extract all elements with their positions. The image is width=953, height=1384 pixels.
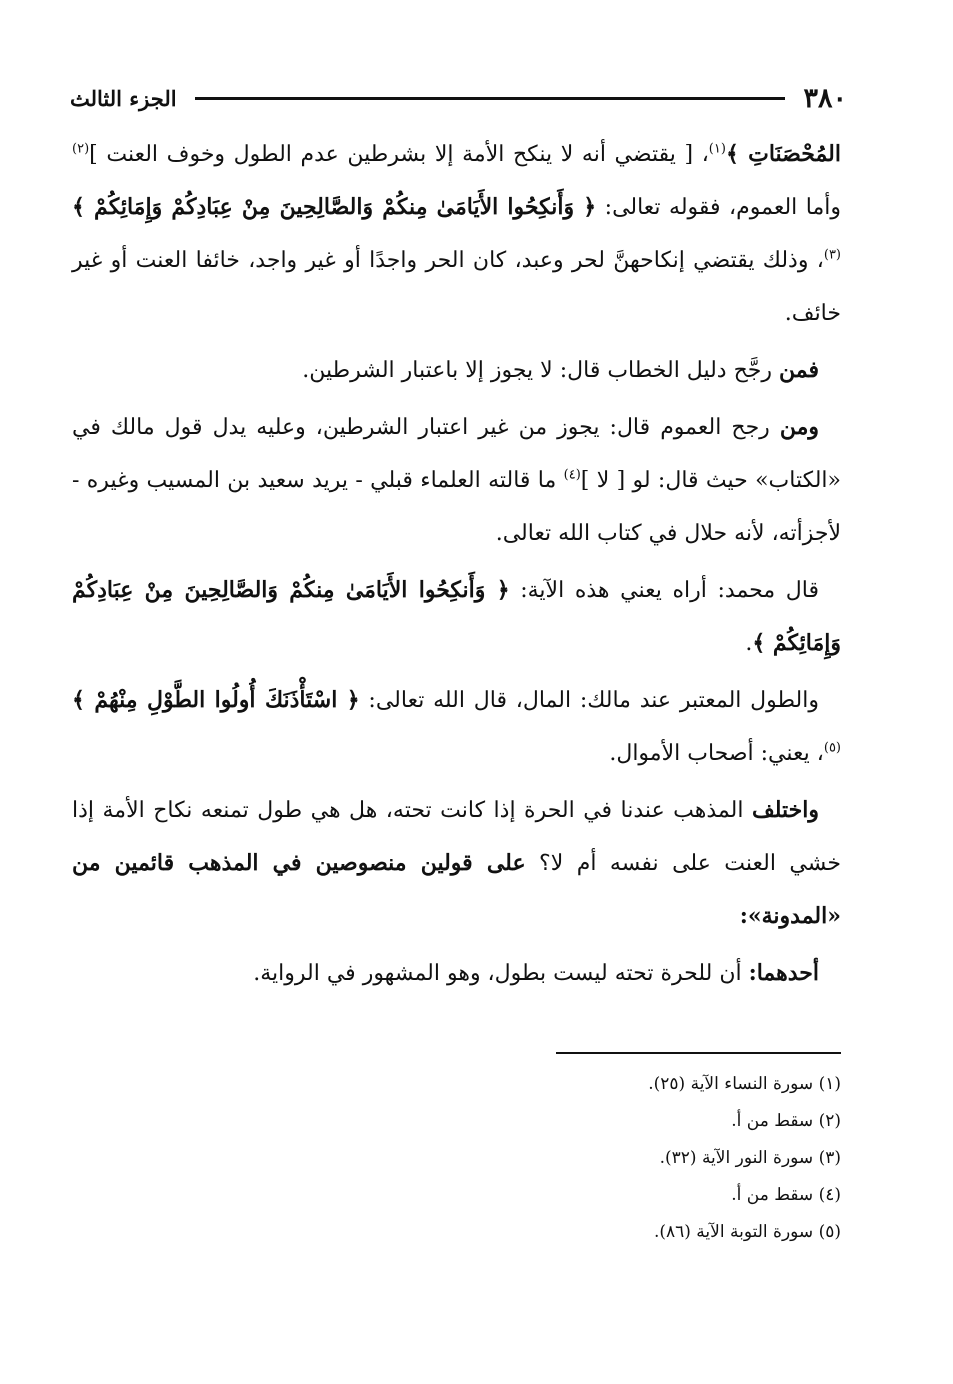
quran-quote: ﴿ وَأَنكِحُوا الأَيَامَىٰ مِنكُمْ وَالصَّالِحِينَ مِنْ عِبَادِكُمْ وَإِمَائِكُمْ ﴾ <box>72 194 597 220</box>
footnote-4: (٤) سقط من أ. <box>731 1185 841 1205</box>
footnote-ref-2: (٢) <box>72 141 90 157</box>
paragraph-lead: واختلف <box>751 797 819 823</box>
footnote-ref-5: (٥) <box>823 740 841 756</box>
header-rule <box>195 97 786 100</box>
paragraph-5 <box>72 674 841 780</box>
paragraph-text: ، وذلك يقتضي إنكاحهنَّ لحر وعبد، كان الحر واجدًا أو غير واجد، خائفا العنت أو غير خائف. <box>72 248 841 326</box>
paragraph-text: رجَّح دليل الخطاب قال: لا يجوز إلا باعتبار الشرطين. <box>302 358 780 383</box>
paragraph-text: ، يعني: أصحاب الأموال. <box>609 741 824 766</box>
paragraph-text: والطول المعتبر عند مالك: المال، قال الله تعالى: <box>359 688 819 713</box>
quran-quote: ﴿ اسْتَأْذَنَكَ أُولُوا الطَّوْلِ مِنْهُمْ ﴾ <box>72 687 360 713</box>
paragraph-lead: فمن <box>779 357 819 383</box>
footnote-ref-1: (١) <box>708 141 726 157</box>
footnote-3: (٣) سورة النور الآية (٣٢). <box>659 1148 841 1168</box>
paragraph-text: قال محمد: أراه يعني هذه الآية: <box>509 578 819 603</box>
paragraph-text: رجح العموم قال: يجوز من غير اعتبار الشرطين، وعليه يدل قول مالك في «الكتاب» حيث قال: لو [ لا ] <box>72 415 842 493</box>
page-number: ٣٨٠ <box>803 82 847 114</box>
paragraph-text: . <box>745 631 753 656</box>
footnote-separator <box>556 1052 841 1054</box>
paragraph-text: ما قالته العلماء قبلي - يريد سعيد بن المسيب وغيره - لأجزأته، لأنه حلال في كتاب الله تعالى. <box>72 468 841 546</box>
paragraph-lead: ومن <box>779 414 819 440</box>
paragraph-4 <box>72 564 841 670</box>
page-header <box>70 78 847 118</box>
paragraph-6 <box>72 784 841 943</box>
emphasized-text: على قولين منصوصين في المذهب قائمين من «المدونة»: <box>72 850 841 929</box>
paragraph-text: وأما العموم، فقوله تعالى: <box>596 195 841 220</box>
paragraph-7 <box>72 947 841 1000</box>
paragraph-1 <box>72 128 841 340</box>
paragraph-2 <box>72 344 841 397</box>
footnote-ref-3: (٣) <box>823 247 841 263</box>
quran-quote-fragment: المُحْصَنَاتِ ﴾ <box>725 141 841 167</box>
paragraph-text: المذهب عندنا في الحرة إذا كانت تحته، هل هي طول تمنعه نكاح الأمة إذا خشي العنت على نفسه أم لا؟ <box>72 798 841 876</box>
quran-quote: ﴿ وَأَنكِحُوا الأَيَامَىٰ مِنكُمْ وَالصَّالِحِينَ مِنْ عِبَادِكُمْ وَإِمَائِكُمْ ﴾ <box>72 577 841 656</box>
footnote-5: (٥) سورة التوبة الآية (٨٦). <box>653 1222 841 1242</box>
part-title: الجزء الثالث <box>70 85 177 111</box>
footnotes <box>300 1066 841 1251</box>
paragraph-3 <box>72 401 841 560</box>
paragraph-text: ، [ يقتضي أنه لا ينكح الأمة إلا بشرطين عدم الطول وخوف العنت ] <box>89 142 709 167</box>
body-text <box>72 128 841 1004</box>
paragraph-text: أن للحرة تحته ليست بطول، وهو المشهور في الرواية. <box>253 961 749 986</box>
paragraph-lead: أحدهما: <box>748 960 819 986</box>
footnote-1: (١) سورة النساء الآية (٢٥). <box>648 1074 841 1094</box>
footnote-2: (٢) سقط من أ. <box>731 1111 841 1131</box>
footnote-ref-4: (٤) <box>563 467 581 483</box>
